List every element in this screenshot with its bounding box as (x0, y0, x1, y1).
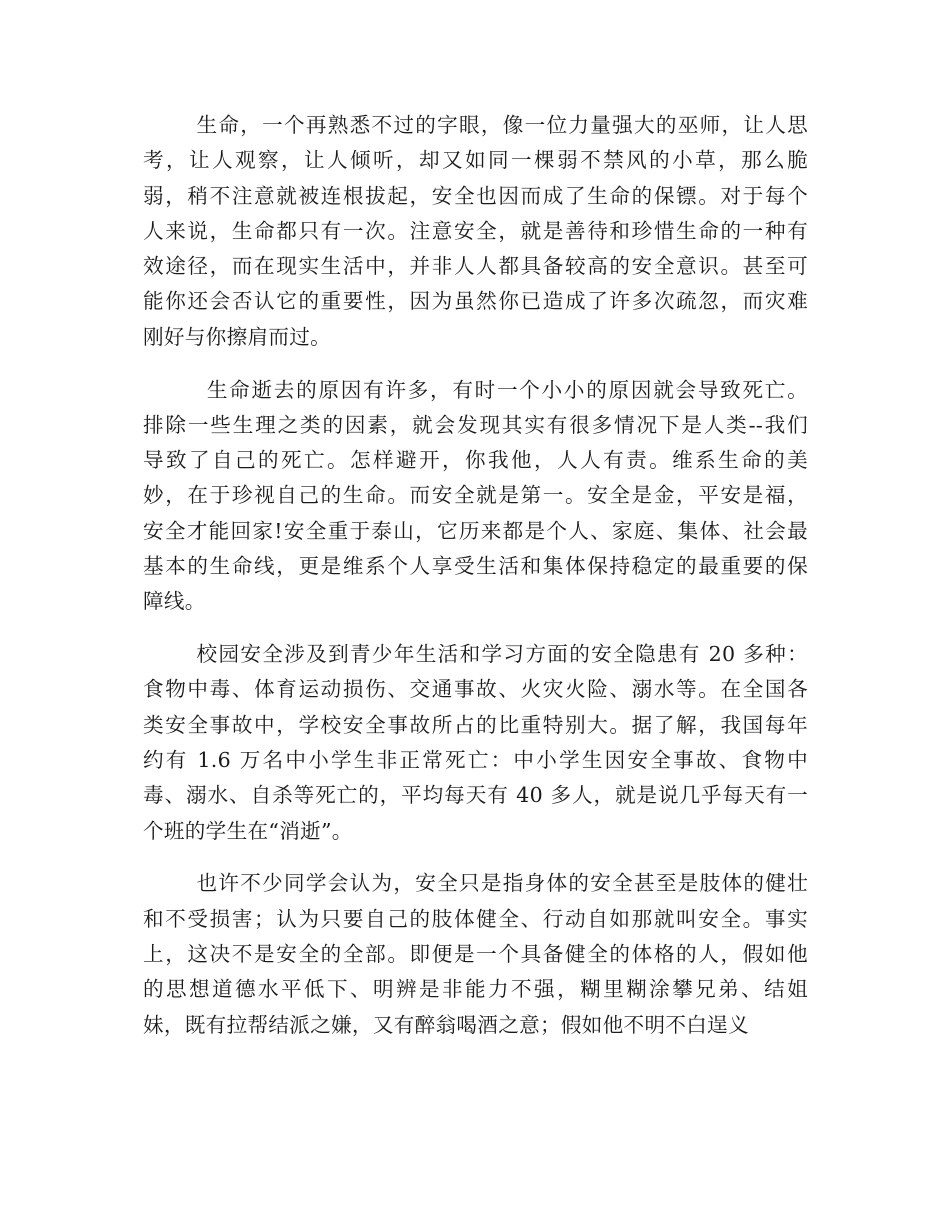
text-line: 障线。 (143, 589, 206, 614)
text-line: 校园安全涉及到青少年生活和学习方面的安全隐患有 20 多种： (196, 642, 808, 667)
text-line: 毒、溺水、自杀等死亡的，平均每天有 40 多人，就是说几乎每天有一 (143, 783, 808, 808)
text-line: 类安全事故中，学校安全事故所占的比重特别大。据了解，我国每年 (143, 712, 808, 737)
text-line: 和不受损害；认为只要自己的肢体健全、行动自如那就叫安全。事实 (143, 906, 808, 931)
document-body (143, 108, 808, 1060)
text-line: 排除一些生理之类的因素，就会发现其实有很多情况下是人类--我们 (143, 412, 808, 437)
text-line: 刚好与你擦肩而过。 (143, 324, 332, 349)
paragraph (143, 108, 808, 355)
text-line: 基本的生命线，更是维系个人享受生活和集体保持稳定的最重要的保 (143, 554, 808, 579)
text-line: 弱，稍不注意就被连根拔起，安全也因而成了生命的保镖。对于每个 (143, 183, 808, 208)
text-line: 安全才能回家!安全重于泰山，它历来都是个人、家庭、集体、社会最 (143, 518, 808, 543)
text-line: 约有 1.6 万名中小学生非正常死亡：中小学生因安全事故、食物中 (143, 748, 808, 773)
paragraph (143, 866, 808, 1042)
text-line: 生命，一个再熟悉不过的字眼，像一位力量强大的巫师，让人思 (196, 113, 808, 137)
paragraph (143, 373, 808, 620)
text-line: 效途径，而在现实生活中，并非人人都具备较高的安全意识。甚至可 (143, 254, 808, 279)
text-line: 的思想道德水平低下、明辨是非能力不强，糊里糊涂攀兄弟、结姐 (143, 977, 808, 1002)
text-line: 妙，在于珍视自己的生命。而安全就是第一。安全是金，平安是福， (143, 483, 808, 508)
text-line: 生命逝去的原因有许多，有时一个小小的原因就会导致死亡。 (206, 377, 808, 402)
paragraph (143, 637, 808, 849)
text-line: 上，这决不是安全的全部。即便是一个具备健全的体格的人，假如他 (143, 942, 808, 967)
text-line: 能你还会否认它的重要性，因为虽然你已造成了许多次疏忽，而灾难 (143, 289, 808, 314)
text-line: 考，让人观察，让人倾听，却又如同一棵弱不禁风的小草，那么脆 (143, 148, 808, 173)
text-line: 人来说，生命都只有一次。注意安全，就是善待和珍惜生命的一种有 (143, 218, 808, 243)
text-line: 食物中毒、体育运动损伤、交通事故、火灾火险、溺水等。在全国各 (143, 677, 808, 702)
text-line: 妹，既有拉帮结派之嫌，又有醉翁喝酒之意；假如他不明不白逞义 (143, 1012, 749, 1037)
text-line: 个班的学生在“消逝”。 (143, 818, 353, 843)
text-line: 导致了自己的死亡。怎样避开，你我他，人人有责。维系生命的美 (143, 448, 808, 473)
text-line: 也许不少同学会认为，安全只是指身体的安全甚至是肢体的健壮 (196, 871, 808, 896)
